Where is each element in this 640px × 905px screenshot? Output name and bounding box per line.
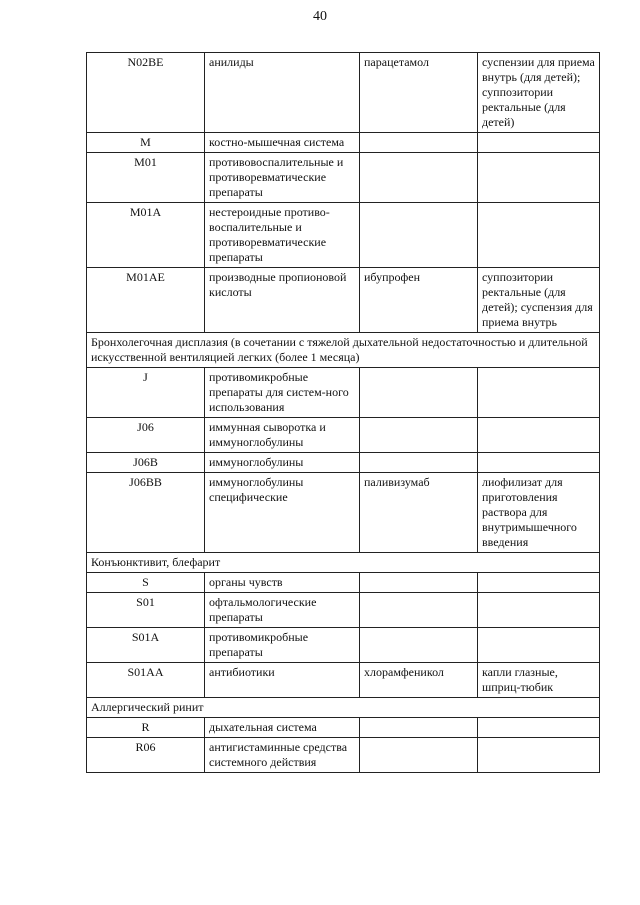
table-row: [87, 738, 600, 773]
anatomic-group-cell: иммуноглобулины специфические: [205, 473, 360, 553]
drug-name-cell: [360, 133, 478, 153]
dosage-form-cell: [478, 738, 600, 773]
table-row: [87, 53, 600, 133]
anatomic-group-cell: антибиотики: [205, 663, 360, 698]
atc-code-cell: S01A: [87, 628, 205, 663]
atc-code-cell: R06: [87, 738, 205, 773]
atc-code-cell: R: [87, 718, 205, 738]
dosage-form-cell: [478, 133, 600, 153]
table-row: [87, 473, 600, 553]
dosage-form-cell: [478, 418, 600, 453]
dosage-form-cell: [478, 628, 600, 663]
anatomic-group-cell: противомикробные препараты для систем-ного использования: [205, 368, 360, 418]
page-number: 40: [313, 9, 327, 24]
anatomic-group-cell: иммуноглобулины: [205, 453, 360, 473]
drug-name-cell: паливизумаб: [360, 473, 478, 553]
anatomic-group-cell: офтальмологические препараты: [205, 593, 360, 628]
dosage-form-cell: [478, 203, 600, 268]
section-title: Бронхолегочная дисплазия (в сочетании с тяжелой дыхательной недостаточностью и длительной искусственной вентиляцией легких (более 1 месяца): [87, 333, 600, 368]
drug-name-cell: [360, 593, 478, 628]
dosage-form-cell: [478, 453, 600, 473]
table-row: [87, 203, 600, 268]
atc-code-cell: M01A: [87, 203, 205, 268]
anatomic-group-cell: производные пропионовой кислоты: [205, 268, 360, 333]
dosage-form-cell: суппозитории ректальные (для детей); суспензия для приема внутрь: [478, 268, 600, 333]
drug-name-cell: ибупрофен: [360, 268, 478, 333]
atc-code-cell: J06B: [87, 453, 205, 473]
atc-code-cell: S: [87, 573, 205, 593]
section-header-row: [87, 333, 600, 368]
dosage-form-cell: [478, 718, 600, 738]
drug-name-cell: парацетамол: [360, 53, 478, 133]
drug-name-cell: [360, 573, 478, 593]
atc-code-cell: J06BB: [87, 473, 205, 553]
drug-name-cell: [360, 368, 478, 418]
table-row: [87, 268, 600, 333]
dosage-form-cell: [478, 368, 600, 418]
table-row: [87, 133, 600, 153]
table-row: [87, 628, 600, 663]
table-row: [87, 593, 600, 628]
anatomic-group-cell: дыхательная система: [205, 718, 360, 738]
drug-name-cell: [360, 203, 478, 268]
section-title: Конъюнктивит, блефарит: [87, 553, 600, 573]
section-title: Аллергический ринит: [87, 698, 600, 718]
drug-name-cell: [360, 418, 478, 453]
atc-code-cell: S01: [87, 593, 205, 628]
table-row: [87, 573, 600, 593]
table-row: [87, 453, 600, 473]
drug-name-cell: [360, 738, 478, 773]
table-body: [87, 53, 600, 773]
anatomic-group-cell: противовоспалительные и противоревматические препараты: [205, 153, 360, 203]
dosage-form-cell: лиофилизат для приготовления раствора для внутримышечного введения: [478, 473, 600, 553]
drug-name-cell: хлорамфеникол: [360, 663, 478, 698]
table-row: [87, 153, 600, 203]
table-row: [87, 718, 600, 738]
atc-code-cell: J06: [87, 418, 205, 453]
atc-code-cell: S01AA: [87, 663, 205, 698]
anatomic-group-cell: противомикробные препараты: [205, 628, 360, 663]
section-header-row: [87, 553, 600, 573]
drug-name-cell: [360, 153, 478, 203]
section-header-row: [87, 698, 600, 718]
dosage-form-cell: [478, 593, 600, 628]
atc-code-cell: M01AE: [87, 268, 205, 333]
atc-code-cell: M: [87, 133, 205, 153]
anatomic-group-cell: иммунная сыворотка и иммуноглобулины: [205, 418, 360, 453]
drug-table: [86, 52, 600, 773]
anatomic-group-cell: антигистаминные средства системного действия: [205, 738, 360, 773]
anatomic-group-cell: нестероидные противо-воспалительные и противоревматические препараты: [205, 203, 360, 268]
table-row: [87, 418, 600, 453]
drug-name-cell: [360, 628, 478, 663]
anatomic-group-cell: костно-мышечная система: [205, 133, 360, 153]
anatomic-group-cell: органы чувств: [205, 573, 360, 593]
anatomic-group-cell: анилиды: [205, 53, 360, 133]
dosage-form-cell: [478, 153, 600, 203]
dosage-form-cell: суспензии для приема внутрь (для детей); суппозитории ректальные (для детей): [478, 53, 600, 133]
atc-code-cell: J: [87, 368, 205, 418]
dosage-form-cell: [478, 573, 600, 593]
table-row: [87, 663, 600, 698]
drug-name-cell: [360, 453, 478, 473]
table-row: [87, 368, 600, 418]
drug-name-cell: [360, 718, 478, 738]
atc-code-cell: M01: [87, 153, 205, 203]
atc-code-cell: N02BE: [87, 53, 205, 133]
dosage-form-cell: капли глазные, шприц-тюбик: [478, 663, 600, 698]
